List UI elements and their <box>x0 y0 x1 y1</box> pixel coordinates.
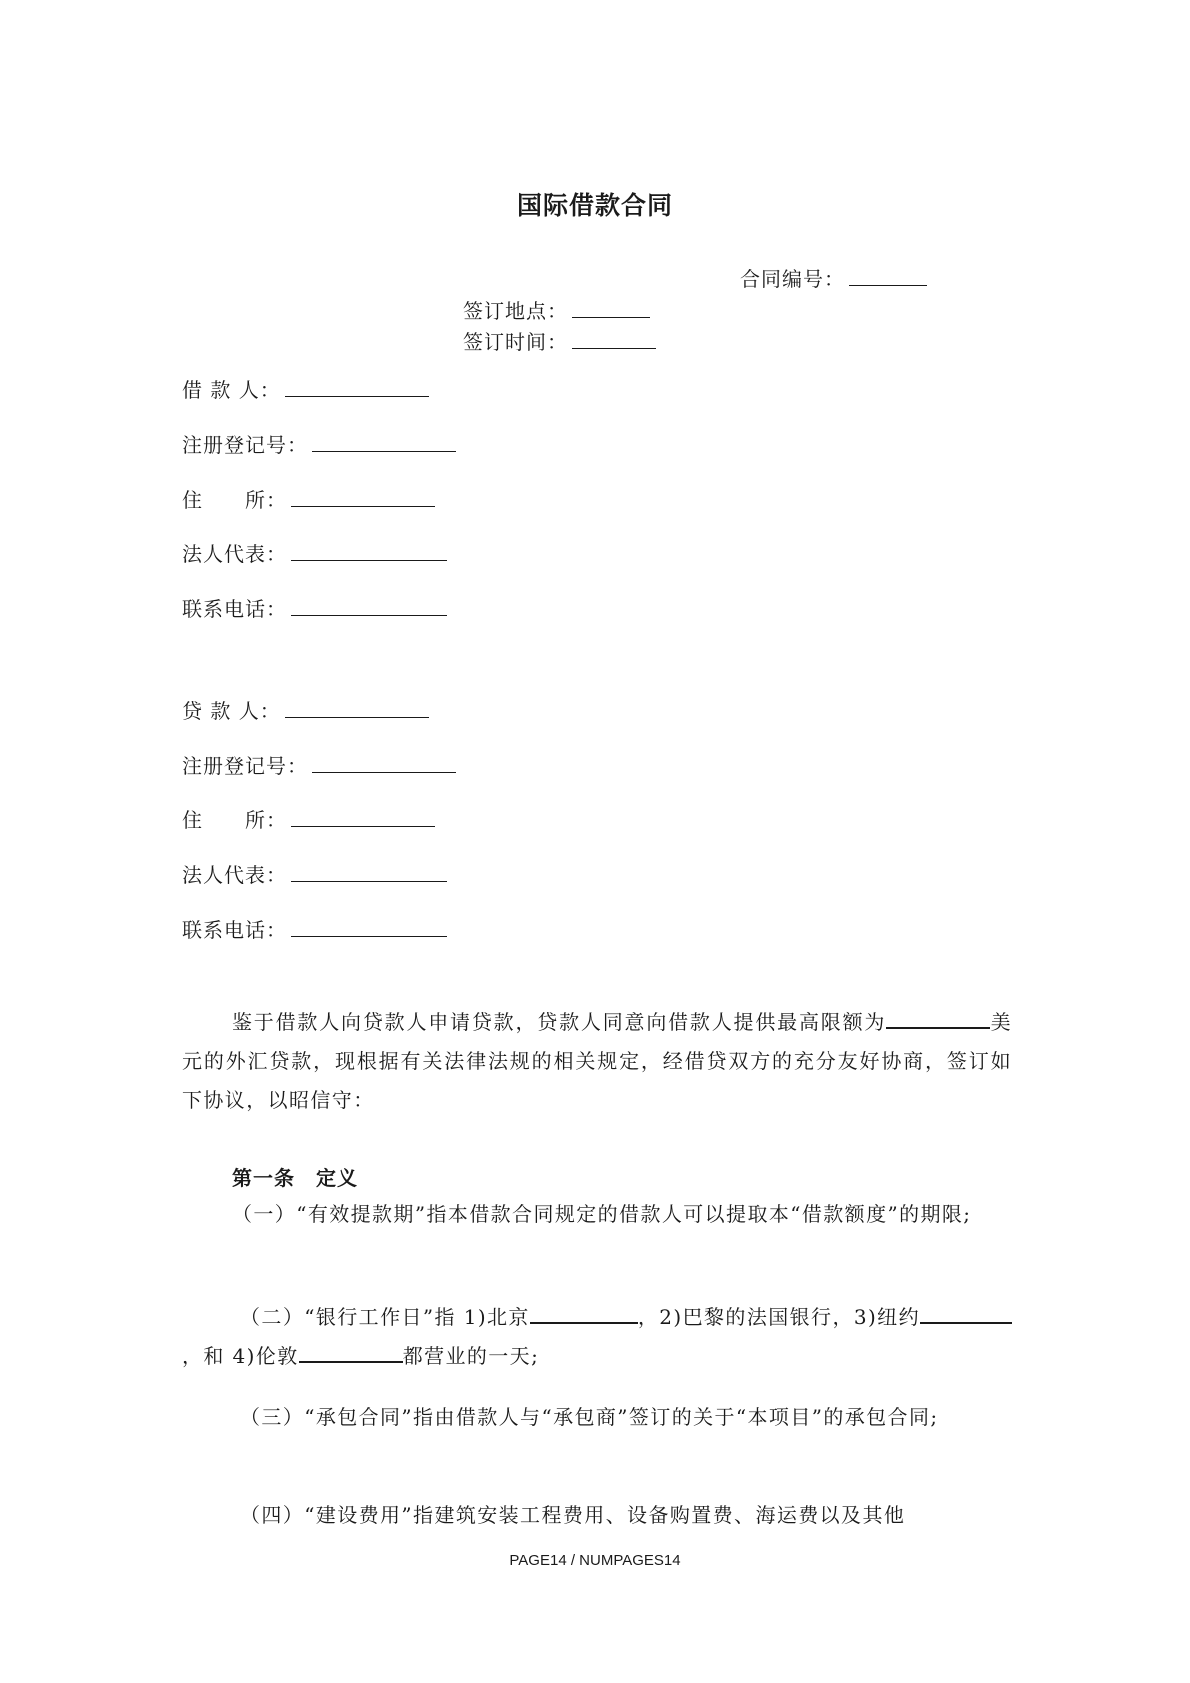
borrower-reg-label: 注册登记号： <box>182 433 308 457</box>
page-footer: PAGE14 / NUMPAGES14 <box>509 1552 681 1569</box>
sign-place-blank[interactable] <box>572 297 650 318</box>
preamble-paragraph <box>182 1003 1012 1120</box>
preamble-part1: 鉴于借款人向贷款人申请贷款，贷款人同意向借款人提供最高限额为 <box>232 1010 887 1034</box>
lender-rep-label: 法人代表： <box>182 863 287 887</box>
sign-place-row <box>463 295 650 324</box>
borrower-rep-label: 法人代表： <box>182 542 287 566</box>
lender-name-label: 贷 款 人： <box>182 699 281 723</box>
max-amount-blank-2[interactable] <box>942 1008 990 1029</box>
clause-3: （三）“承包合同”指由借款人与“承包商”签订的关于“本项目”的承包合同; <box>240 1405 939 1429</box>
preamble-part2: 美元的外汇贷款，现根据有关法律法规的相关规定，经借贷双方的充分友好协商，签订如下协议，以昭信守： <box>182 1010 1012 1112</box>
borrower-reg-blank[interactable] <box>312 431 456 452</box>
sign-time-blank[interactable] <box>572 328 656 349</box>
newyork-bank-blank-2[interactable] <box>956 1303 1012 1324</box>
lender-address-label: 住 所： <box>182 808 287 832</box>
london-bank-blank[interactable] <box>299 1342 403 1363</box>
borrower-rep-row <box>182 538 447 567</box>
contract-number-label: 合同编号： <box>740 267 845 291</box>
max-amount-blank-1[interactable] <box>886 1008 942 1029</box>
borrower-name-blank[interactable] <box>285 376 429 397</box>
sign-time-label: 签订时间： <box>463 330 568 354</box>
lender-phone-blank[interactable] <box>291 916 447 937</box>
borrower-address-row <box>182 484 435 513</box>
article-1-heading: 第一条 定义 <box>232 1166 358 1190</box>
lender-rep-row <box>182 859 447 888</box>
lender-reg-row <box>182 750 456 779</box>
lender-address-row <box>182 804 435 833</box>
sign-time-row <box>463 326 656 355</box>
clause-2-part-a: （二）“银行工作日”指 1)北京 <box>240 1305 530 1329</box>
borrower-phone-label: 联系电话： <box>182 597 287 621</box>
lender-rep-blank[interactable] <box>291 861 447 882</box>
lender-reg-blank[interactable] <box>312 752 456 773</box>
lender-address-blank[interactable] <box>291 806 435 827</box>
clause-4: （四）“建设费用”指建筑安装工程费用、设备购置费、海运费以及其他 <box>240 1503 906 1527</box>
clause-2-part-d: 都营业的一天; <box>402 1344 540 1368</box>
clause-2-part-c: ，和 4)伦敦 <box>182 1344 299 1368</box>
borrower-address-blank[interactable] <box>291 486 435 507</box>
borrower-address-label: 住 所： <box>182 488 287 512</box>
lender-phone-row <box>182 914 447 943</box>
beijing-bank-blank[interactable] <box>530 1303 638 1324</box>
clause-2 <box>182 1298 1012 1376</box>
borrower-name-label: 借 款 人： <box>182 378 281 402</box>
lender-name-blank[interactable] <box>285 697 429 718</box>
borrower-name-row <box>182 374 429 403</box>
document-title: 国际借款合同 <box>516 191 673 220</box>
clause-2-part-b: ，2)巴黎的法国银行，3)纽约 <box>637 1305 920 1329</box>
borrower-reg-row <box>182 429 456 458</box>
lender-phone-label: 联系电话： <box>182 918 287 942</box>
clause-1: （一）“有效提款期”指本借款合同规定的借款人可以提取本“借款额度”的期限; <box>232 1202 972 1226</box>
borrower-rep-blank[interactable] <box>291 540 447 561</box>
contract-number-blank[interactable] <box>849 265 927 286</box>
contract-number-row <box>740 263 927 292</box>
newyork-bank-blank-1[interactable] <box>920 1303 956 1324</box>
borrower-phone-row <box>182 593 447 622</box>
sign-place-label: 签订地点： <box>463 299 568 323</box>
borrower-phone-blank[interactable] <box>291 595 447 616</box>
lender-name-row <box>182 695 429 724</box>
lender-reg-label: 注册登记号： <box>182 754 308 778</box>
